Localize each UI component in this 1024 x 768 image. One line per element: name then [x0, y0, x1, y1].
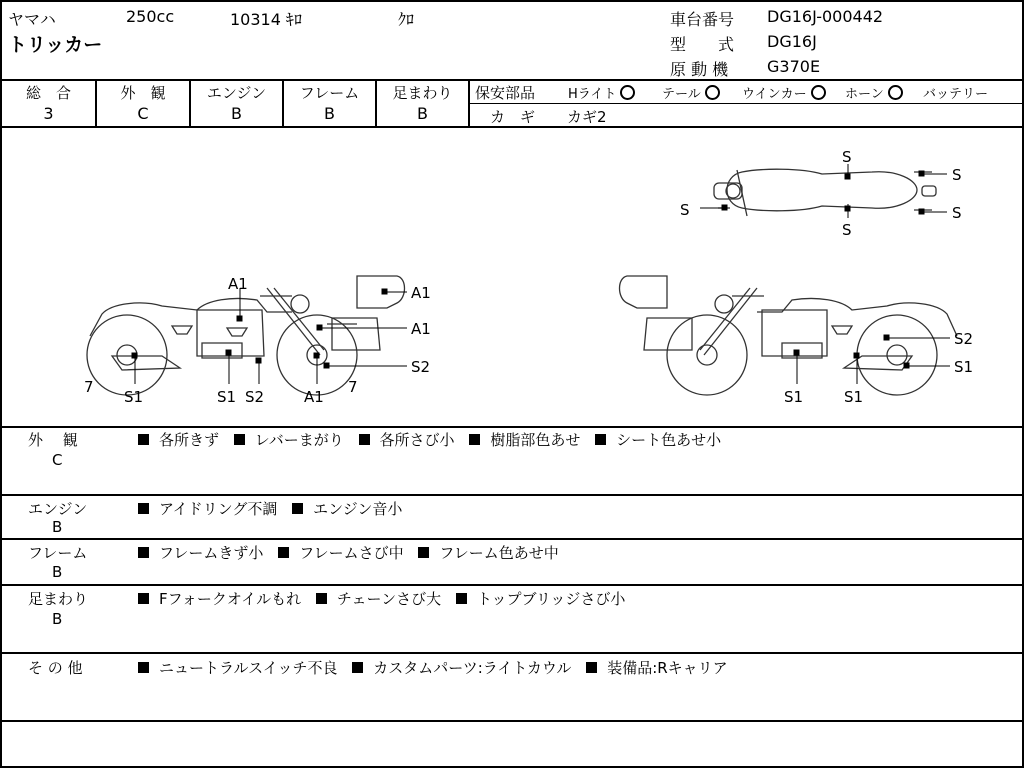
type-value: DG16J: [767, 32, 817, 51]
displacement: 250cc: [126, 7, 175, 26]
bullet-square-icon: [456, 593, 467, 604]
mileage: 10314 ｷﾛ: [230, 10, 302, 29]
marker-label: S: [680, 201, 690, 219]
safety-winker-label: ウインカー: [742, 87, 807, 102]
marker-label: A1: [411, 320, 431, 338]
grade-suspension: B: [417, 104, 428, 123]
safety-headlight-label: Hライト: [568, 87, 617, 102]
remark-item: ニュートラルスイッチ不良: [159, 659, 338, 677]
color: ｸﾛ: [398, 10, 415, 29]
marker-label: S1: [954, 358, 974, 376]
remark-category: 足まわり: [28, 590, 89, 608]
bullet-square-icon: [469, 434, 480, 445]
bullet-square-icon: [138, 593, 149, 604]
bullet-square-icon: [138, 662, 149, 673]
remark-grade: B: [52, 518, 63, 536]
grade-header-frame: フレーム: [299, 84, 360, 102]
divider: [2, 79, 1024, 81]
divider: [468, 79, 470, 126]
divider: [2, 584, 1024, 586]
bullet-square-icon: [586, 662, 597, 673]
ok-circle-icon: [620, 85, 635, 100]
safety-headlight: [568, 83, 635, 102]
key-label: カ ギ: [490, 108, 536, 126]
grade-header-suspension: 足まわり: [392, 84, 453, 102]
remark-category: フレーム: [28, 544, 88, 562]
remark-item: 装備品:Rキャリア: [607, 659, 728, 677]
maker: ヤマハ: [8, 10, 56, 29]
remark-item: シート色あせ小: [616, 431, 722, 449]
marker-label: S: [952, 166, 962, 184]
grade-overall: 3: [43, 104, 54, 123]
remark-category: エンジン: [28, 500, 88, 518]
remark-list: [138, 498, 412, 519]
divider: [2, 494, 1024, 496]
marker-label: S2: [411, 358, 431, 376]
remark-grade: B: [52, 610, 63, 628]
bullet-square-icon: [595, 434, 606, 445]
top-view-bike: [714, 169, 936, 216]
remark-item: フレーム色あせ中: [439, 544, 559, 562]
remark-item: Fフォークオイルもれ: [159, 590, 302, 608]
marker-label: S2: [954, 330, 974, 348]
safety-tail: [662, 83, 720, 102]
grade-frame: B: [324, 104, 335, 123]
remark-item: エンジン音小: [313, 500, 403, 518]
marker-label: A1: [304, 388, 324, 406]
grade-engine: B: [231, 104, 242, 123]
grade-header-exterior: 外 観: [120, 84, 166, 102]
frame-no: DG16J-000442: [767, 7, 884, 26]
bullet-square-icon: [316, 593, 327, 604]
remark-category: 外 観: [28, 431, 78, 449]
ok-circle-icon: [811, 85, 826, 100]
safety-battery-label: バッテリー: [923, 87, 989, 102]
safety-winker: [742, 83, 826, 102]
bullet-square-icon: [138, 547, 149, 558]
remark-list: [138, 588, 635, 609]
bullet-square-icon: [359, 434, 370, 445]
remark-item: アイドリング不調: [159, 500, 278, 518]
marker-label: S: [842, 221, 852, 239]
grade-exterior: C: [137, 104, 149, 123]
bullet-square-icon: [418, 547, 429, 558]
marker-label: S: [952, 204, 962, 222]
marker-label: S1: [217, 388, 237, 406]
remark-item: カスタムパーツ:ライトカウル: [373, 659, 572, 677]
safety-label: 保安部品: [475, 84, 536, 102]
bullet-square-icon: [278, 547, 289, 558]
remark-list: [138, 542, 569, 563]
bullet-square-icon: [292, 503, 303, 514]
frame-no-label: 車台番号: [670, 10, 735, 29]
engine-value: G370E: [767, 57, 821, 76]
remark-list: [138, 429, 731, 450]
remark-list: [138, 657, 738, 678]
remark-item: 樹脂部色あせ: [490, 431, 581, 449]
divider: [2, 538, 1024, 540]
remark-grade: C: [52, 451, 63, 469]
divider: [470, 103, 1024, 104]
marker-label: S1: [124, 388, 144, 406]
remark-category: そ の 他: [28, 659, 83, 677]
divider: [2, 426, 1024, 428]
remark-item: レバーまがり: [254, 431, 344, 449]
remark-item: 各所さび小: [379, 431, 455, 449]
safety-tail-label: テール: [662, 87, 701, 102]
remark-item: トップブリッジさび小: [476, 590, 626, 608]
grade-header-engine: エンジン: [206, 84, 267, 102]
remark-item: フレームきず小: [159, 544, 264, 562]
divider: [2, 652, 1024, 654]
marker-label: S2: [245, 388, 265, 406]
bullet-square-icon: [138, 434, 149, 445]
bullet-square-icon: [234, 434, 245, 445]
type-label: 型 式: [670, 35, 735, 54]
remark-grade: B: [52, 563, 63, 581]
bullet-square-icon: [138, 503, 149, 514]
model-name: トリッカー: [8, 34, 103, 56]
marker-label: S1: [844, 388, 864, 406]
ok-circle-icon: [705, 85, 720, 100]
remark-item: フレームさび中: [299, 544, 404, 562]
divider: [2, 720, 1024, 722]
remark-item: チェーンさび大: [336, 590, 442, 608]
remark-item: 各所きず: [159, 431, 220, 449]
key-value: カギ2: [567, 108, 607, 126]
marker-label: S: [842, 148, 852, 166]
ok-circle-icon: [888, 85, 903, 100]
marker-label: A1: [411, 284, 431, 302]
marker-label: S1: [784, 388, 804, 406]
safety-horn-label: ホーン: [845, 87, 884, 102]
marker-label: 7: [84, 378, 94, 396]
marker-label: A1: [228, 275, 248, 293]
bullet-square-icon: [352, 662, 363, 673]
right-side-bike: [620, 276, 958, 395]
damage-diagram: [2, 128, 1024, 426]
safety-horn: [845, 83, 903, 102]
engine-label: 原 動 機: [670, 60, 729, 79]
marker-label: 7: [348, 378, 358, 396]
grade-header-overall: 総 合: [25, 84, 71, 102]
diagram-labels: [84, 148, 973, 406]
safety-battery: [923, 83, 988, 102]
